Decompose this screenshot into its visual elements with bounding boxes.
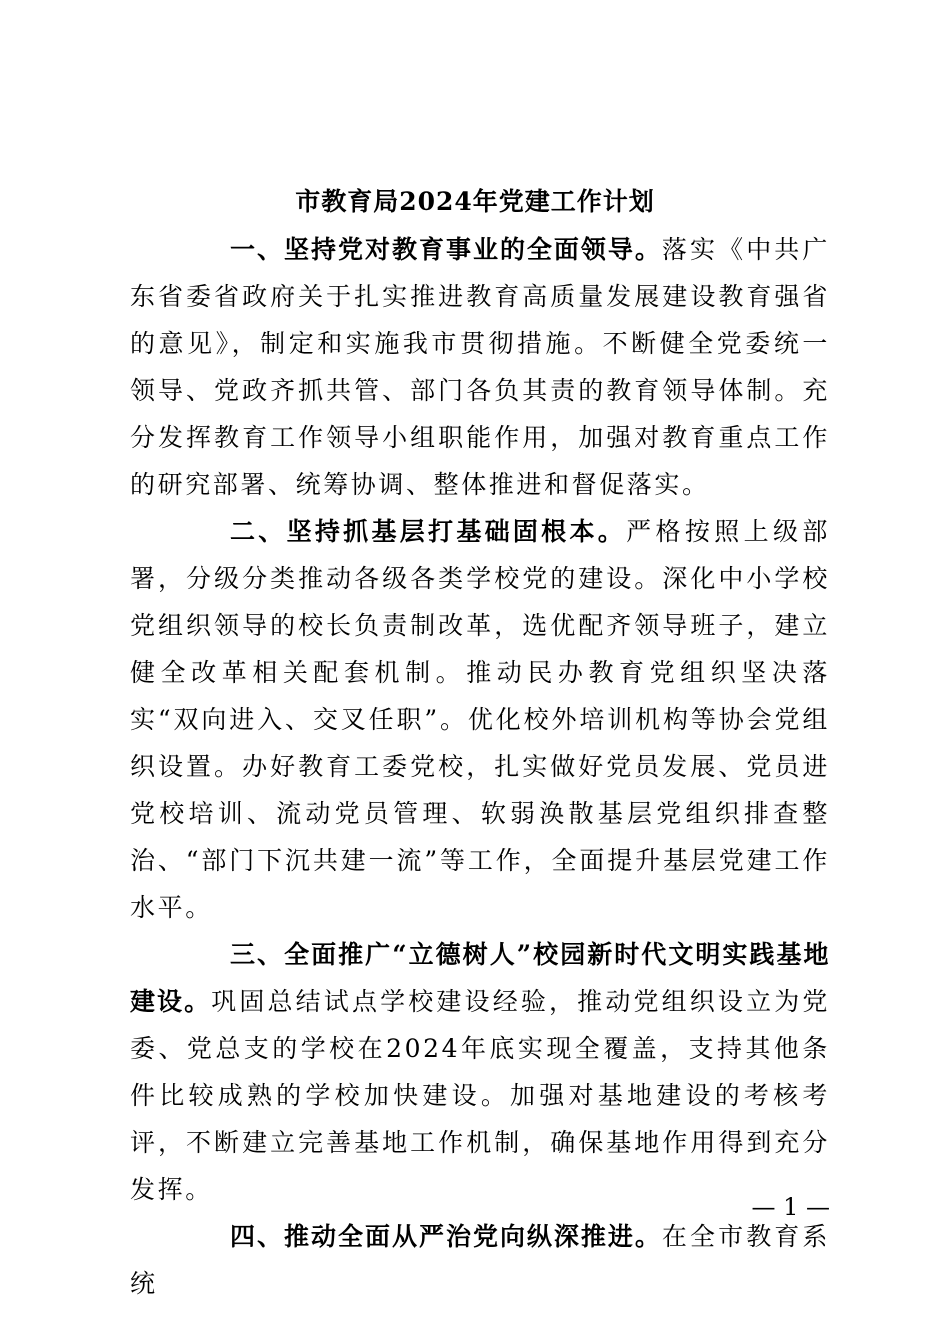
paragraph-heading: 二、坚持抓基层打基础固根本。: [230, 517, 627, 546]
document-body: [130, 226, 830, 1307]
document-title: 市教育局2024年党建工作计划: [295, 187, 655, 216]
paragraph-2: [130, 508, 830, 931]
paragraph-text: 落实《中共广东省委省政府关于扎实推进教育高质量发展建设教育强省的意见》，制定和实施我市贯彻措施。不断健全党委统一领导、党政齐抓共管、部门各负其责的教育领导体制。充分发挥教育工作领导小组职能作用，加强对教育重点工作的研究部署、统筹协调、整体推进和督促落实。: [130, 235, 830, 499]
paragraph-4: [130, 1213, 830, 1307]
page-number: — 1 —: [751, 1193, 830, 1221]
paragraph-text: 在全市教育系统: [130, 1222, 830, 1298]
paragraph-heading: 四、推动全面从严治党向纵深推进。: [230, 1222, 662, 1251]
paragraph-1: [130, 226, 830, 508]
paragraph-heading: 一、坚持党对教育事业的全面领导。: [230, 235, 662, 264]
paragraph-heading: 三、全面推广“立德树人”校园新时代文明实践基地建设。: [130, 940, 830, 1016]
paragraph-text: 严格按照上级部署，分级分类推动各级各类学校党的建设。深化中小学校党组织领导的校长负责制改革，选优配齐领导班子，建立健全改革相关配套机制。推动民办教育党组织坚决落实“双向进入、交叉任职”。优化校外培训机构等协会党组织设置。办好教育工委党校，扎实做好党员发展、党员进党校培训、流动党员管理、软弱涣散基层党组织排查整治、“部门下沉共建一流”等工作，全面提升基层党建工作水平。: [130, 517, 830, 922]
paragraph-3: [130, 931, 830, 1213]
paragraph-text: 巩固总结试点学校建设经验，推动党组织设立为党委、党总支的学校在2024年底实现全覆盖，支持其他条件比较成熟的学校加快建设。加强对基地建设的考核考评，不断建立完善基地工作机制，确保基地作用得到充分发挥。: [130, 987, 830, 1204]
